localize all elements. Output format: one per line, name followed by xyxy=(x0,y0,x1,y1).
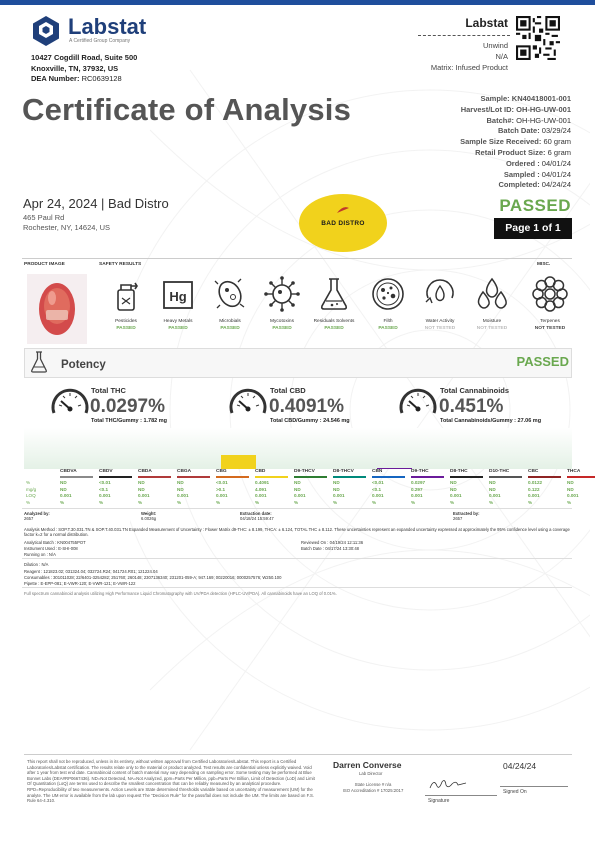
signer-role: Lab Director xyxy=(359,771,383,776)
sample-info-label: Harvest/Lot ID: xyxy=(460,104,515,114)
table-cell: 0.001 xyxy=(333,493,345,498)
table-cell: >0.1 xyxy=(216,486,226,492)
reagent: Reagent : 121823.02; 031324.04; 032724.R24; 041724.R01; 121224.04 xyxy=(24,569,158,574)
extraction-date xyxy=(240,511,274,521)
total-cbd-value: 0.4091% xyxy=(269,396,345,417)
sample-info-label: Retail Product Size: xyxy=(475,147,546,157)
overall-status: PASSED xyxy=(499,196,571,215)
table-cell: ND xyxy=(450,486,457,492)
safety-item-name: Water Activity xyxy=(425,319,455,324)
column-color-line xyxy=(216,476,249,478)
safety-item-name: Residuals Solvents xyxy=(313,319,355,324)
distributor-address xyxy=(23,213,110,233)
sample-info-label: Completed: xyxy=(498,180,540,190)
table-cell: % xyxy=(255,499,260,505)
dilution: Dilution : N/A xyxy=(24,562,49,567)
table-cell: <0.1 xyxy=(99,486,109,492)
table-cell: 0.0122 xyxy=(528,480,543,485)
table-cell: % xyxy=(528,499,533,505)
column-color-line xyxy=(333,476,366,478)
table-cell: ND xyxy=(177,486,184,492)
product-photo xyxy=(27,274,87,344)
meta-divider xyxy=(22,558,572,559)
table-row-label: LOQ xyxy=(26,493,36,498)
batch-date: Batch Date : 04/17/24 13:30:48 xyxy=(301,546,359,551)
dea-value: RC0639128 xyxy=(81,74,122,83)
table-cell: % xyxy=(489,499,494,505)
table-cell: % xyxy=(372,499,377,505)
state-license: State License # n/a xyxy=(354,782,392,787)
table-cell: ND xyxy=(333,486,340,492)
table-cell: 0.001 xyxy=(177,493,189,498)
lab-address xyxy=(31,53,137,74)
table-cell: 0.001 xyxy=(489,493,501,498)
analysis-method: Analysis Method : SOP.T.30.031.TN & SOP.T.40.031.TN Expanded Measurement of Uncertainty : Flower Matrix d9-THC: ± 8.199, THCA: ± 6.124, TOTAL THC ± 8.112. These uncertainties represent an expanded uncertainty expressed at approximately the 95% confidence level using a coverage factor k=2 for a normal distribution. xyxy=(24,527,570,538)
sample-info-row xyxy=(460,94,571,105)
signed-on-label: Signed On xyxy=(503,789,527,795)
sample-info-value: 04/01/24 xyxy=(541,169,571,179)
safety-item xyxy=(152,274,204,331)
safety-item xyxy=(524,274,576,331)
distributor-logo xyxy=(299,194,387,252)
page-indicator: Page 1 of 1 xyxy=(494,218,572,239)
total-cannabinoids-value: 0.451% xyxy=(439,396,504,417)
table-cell: ND xyxy=(60,486,67,492)
table-cell: 0.001 xyxy=(216,493,228,498)
meta-divider xyxy=(22,508,572,509)
weight-value: 6.0026g xyxy=(141,516,157,521)
safety-item-name: Heavy Metals xyxy=(163,319,193,324)
sample-info-value: 03/29/24 xyxy=(541,126,571,136)
safety-item-status: PASSED xyxy=(220,326,240,331)
consumables: Consumables : 301011028; 22/6401-3254282; 251760; 260148; 2307136340; 231201-059-A; 947.169; 00220016; 0000257576; W250.100 xyxy=(24,575,282,580)
lab-address-line1: 10427 Cogdill Road, Suite 500 xyxy=(31,53,138,62)
table-cell: <0.01 xyxy=(99,480,111,485)
table-cell: ND xyxy=(177,480,184,485)
table-cell: ND xyxy=(489,480,496,485)
meta-divider xyxy=(22,587,572,588)
cannabinoid-bars xyxy=(24,428,572,469)
terpene-flower-icon xyxy=(530,274,570,314)
safety-item xyxy=(308,274,360,331)
column-header: D10-THC xyxy=(489,469,510,474)
table-cell: ND xyxy=(567,480,574,485)
column-header: CBG xyxy=(216,469,227,474)
column-header: CBDA xyxy=(138,469,152,474)
table-cell: 0.4091 xyxy=(255,480,270,485)
table-cell: <0.01 xyxy=(372,480,384,485)
cannabinoid-bar xyxy=(221,455,256,469)
total-thc-value: 0.0297% xyxy=(90,396,166,417)
lab-brand-name: Labstat xyxy=(68,14,147,39)
safety-item-name: Moisture xyxy=(482,319,502,324)
table-cell: ND xyxy=(138,480,145,485)
sample-info-value: OH-HG-UW-001 xyxy=(516,104,571,114)
lab-address-line2: Knoxville, TN, 37932, US xyxy=(31,63,119,73)
safety-item-status: PASSED xyxy=(378,326,398,331)
client-matrix: Matrix: Infused Product xyxy=(430,63,508,72)
heavy-metals-icon xyxy=(158,274,198,314)
safety-item-status: NOT TESTED xyxy=(534,326,566,331)
table-row-label: % xyxy=(26,480,31,485)
safety-item-status: PASSED xyxy=(168,326,188,331)
safety-item xyxy=(256,274,308,331)
sample-info-row xyxy=(460,105,571,116)
table-cell: ND xyxy=(450,480,457,485)
safety-item xyxy=(204,274,256,331)
sample-info-label: Sample Size Received: xyxy=(460,137,542,147)
gauge-icon xyxy=(228,385,268,419)
svg-text:Hg: Hg xyxy=(169,289,187,304)
running-on: Running on : N/A xyxy=(24,552,56,557)
water-activity-icon xyxy=(420,274,460,314)
column-header: D9-THC xyxy=(411,469,429,474)
bar-band xyxy=(24,428,572,469)
petri-dish-icon xyxy=(368,274,408,314)
dea-number xyxy=(31,74,122,83)
column-color-line xyxy=(255,476,288,478)
method-note: Full spectrum cannabinoid analysis utilizing High Performance Liquid Chromatography with UV/PDA detection (HPLC-UV/PDA). All cannabinoids have an LOQ of 0.01%. xyxy=(24,591,337,596)
qr-code-icon[interactable] xyxy=(516,16,560,60)
spray-bottle-icon xyxy=(106,274,146,314)
reviewed-on: Reviewed On : 04/19/24 12:11:36 xyxy=(301,540,364,545)
client-divider xyxy=(418,35,510,36)
table-cell: 0.0297 xyxy=(411,480,426,485)
signed-date: 04/24/24 xyxy=(503,761,537,771)
safety-item xyxy=(362,274,414,331)
potency-title: Potency xyxy=(61,359,106,371)
table-cell: % xyxy=(177,499,182,505)
safety-item xyxy=(100,274,152,331)
disclaimer: This report shall not be reproduced, unless in its entirety, without written approval from Certified Laboratories/Labstat. This report is a Certified Laboratories/Labstat certification. The results relate only to the material or product analyzed. Test results are confidential unless explicitly waived. Void after 1 year from test end date. Cannabinoid content of batch material may vary depending on sampling error. Some testing may be performed at Blue Bonnet Labs (DEA#RP0667436). ND=Not Detected, NA=Not Analyzed, ppm=Parts Per Million, ppb=Parts Per Billion, Limit of Detection (LoD) and Limit Of Quantitation (LoQ) are terms used to describe the smallest concentration that can be reliably measured by an analytical procedure. RPD=Reproducibility of two measurements. Action Levels are State determined thresholds variable based on uncertainty of measurement (UM) for the analyte. The UM error is available from the lab upon request The "Decision Rule" for the pass/fail does not include the UM. The limits are based on F.S. Rule 64-4.310. xyxy=(27,759,315,804)
table-cell: % xyxy=(333,499,338,505)
total-thc-per-gummy: Total THC/Gummy : 1.782 mg xyxy=(91,418,167,424)
sample-info-row xyxy=(460,170,571,181)
gauge-icon xyxy=(50,385,90,419)
table-cell: 0.001 xyxy=(411,493,423,498)
analyzed-by xyxy=(24,511,50,521)
table-cell: % xyxy=(294,499,299,505)
sample-info-label: Batch#: xyxy=(486,115,515,125)
column-color-line xyxy=(138,476,171,478)
table-cell: 0.001 xyxy=(99,493,111,498)
extracted-by xyxy=(453,511,480,521)
table-cell: 0.001 xyxy=(60,493,72,498)
table-cell: % xyxy=(99,499,104,505)
signed-on-line xyxy=(500,786,568,787)
sample-info-value: KN40418001-001 xyxy=(511,94,571,103)
signature-label: Signature xyxy=(428,798,450,804)
potency-header xyxy=(24,348,572,378)
client-name: Labstat xyxy=(465,16,508,30)
labstat-logo-icon xyxy=(30,14,62,46)
instrument-used: Instrument Used : E-SHI-008 xyxy=(24,546,78,551)
virus-icon xyxy=(262,274,302,314)
dea-label: DEA Number: xyxy=(31,74,80,83)
table-cell: 0.001 xyxy=(450,493,462,498)
table-row-label: mg/g xyxy=(26,486,37,492)
table-cell: ND xyxy=(138,486,145,492)
document-title: Certificate of Analysis xyxy=(22,92,352,127)
table-cell: % xyxy=(138,499,143,505)
sample-info-value: OH-HG-UW-001 xyxy=(516,115,571,125)
flask-icon xyxy=(30,350,48,374)
table-cell: 0.001 xyxy=(567,493,579,498)
distributor-address-line1: 465 Paul Rd xyxy=(23,213,65,222)
table-cell: 0.001 xyxy=(138,493,150,498)
table-cell: % xyxy=(60,499,65,505)
safety-item-status: PASSED xyxy=(116,326,136,331)
table-cell: % xyxy=(411,499,416,505)
safety-item xyxy=(466,274,518,331)
extracted-by-value: 2657 xyxy=(453,516,463,521)
safety-item-name: Pesticides xyxy=(115,319,137,324)
column-color-line xyxy=(99,476,132,478)
column-color-line xyxy=(60,476,93,478)
total-thc-label: Total THC xyxy=(91,386,126,395)
column-header: CBGA xyxy=(177,469,192,474)
table-cell: <0.01 xyxy=(216,480,228,485)
section-divider xyxy=(22,258,572,259)
sample-info-row xyxy=(460,159,571,170)
column-color-line xyxy=(372,476,405,478)
column-color-line xyxy=(489,476,522,478)
column-header: CBDV xyxy=(99,469,113,474)
extracted-by-label: Extracted by: xyxy=(453,511,480,516)
safety-item-status: PASSED xyxy=(324,326,344,331)
total-cannabinoids-per-gummy: Total Cannabinoids/Gummy : 27.06 mg xyxy=(440,418,542,424)
leaf-icon xyxy=(337,207,349,214)
lab-tagline: A Certified Group Company xyxy=(69,38,131,44)
table-cell: ND xyxy=(60,480,67,485)
column-header: CBN xyxy=(372,469,383,474)
signature-scribble xyxy=(428,776,468,792)
table-cell: ND xyxy=(489,486,496,492)
footer-divider xyxy=(24,754,572,755)
analyzed-by-label: Analyzed by: xyxy=(24,511,50,516)
table-cell: ND xyxy=(567,486,574,492)
top-accent-bar xyxy=(0,0,595,5)
analytical-batch: Analytical Batch : KN004755POT xyxy=(24,540,86,545)
column-header: D8-THCV xyxy=(333,469,354,474)
gauge-icon xyxy=(398,385,438,419)
extraction-date-value: 04/18/24 15:59:47 xyxy=(240,516,274,521)
column-header: CBDVA xyxy=(60,469,77,474)
report-date-distributor: Apr 24, 2024 | Bad Distro xyxy=(23,196,169,211)
total-cannabinoids-label: Total Cannabinoids xyxy=(440,386,510,395)
product-image-label: PRODUCT IMAGE xyxy=(24,262,65,267)
weight-label: Weight: xyxy=(141,511,157,516)
weight xyxy=(141,511,156,521)
sample-info-row xyxy=(460,180,571,191)
column-color-line xyxy=(177,476,210,478)
table-cell: 0.001 xyxy=(528,493,540,498)
sample-info xyxy=(460,94,571,191)
sample-info-value: 6 gram xyxy=(547,147,571,157)
signer-license xyxy=(333,782,413,793)
table-cell: 4.091 xyxy=(255,486,267,492)
table-cell: 0.001 xyxy=(255,493,267,498)
sample-info-label: Sampled : xyxy=(503,169,540,179)
iso-accreditation: ISO Accreditation # 17025:2017 xyxy=(342,787,404,793)
sample-info-value: 04/01/24 xyxy=(541,158,571,168)
sample-info-value: 60 gram xyxy=(543,137,571,147)
sample-info-value: 04/24/24 xyxy=(541,180,571,190)
table-cell: % xyxy=(450,499,455,505)
pipette: Pipette : E-EPP-081; E-VWR-120; E-VWR-121; E-VWR-122 xyxy=(24,581,136,586)
table-cell: ND xyxy=(333,480,340,485)
safety-item-name: Terpenes xyxy=(540,319,560,324)
table-cell: % xyxy=(567,499,572,505)
column-color-line xyxy=(528,476,561,478)
potency-status: PASSED xyxy=(516,354,569,369)
sample-info-row xyxy=(460,116,571,127)
table-cell: 0.297 xyxy=(411,486,423,492)
flask-icon xyxy=(314,274,354,314)
safety-item-name: Mycotoxins xyxy=(270,319,294,324)
table-cell: ND xyxy=(294,486,301,492)
safety-item-status: NOT TESTED xyxy=(424,326,456,331)
table-cell: 0.122 xyxy=(528,486,540,492)
client-product: Unwind xyxy=(482,41,508,50)
microbe-icon xyxy=(210,274,250,314)
column-header: D9-THCV xyxy=(294,469,315,474)
column-header: CBC xyxy=(528,469,539,474)
table-cell: % xyxy=(216,499,221,505)
table-cell: ND xyxy=(294,480,301,485)
client-strain: N/A xyxy=(495,52,508,61)
column-color-line xyxy=(411,476,444,478)
column-color-line xyxy=(294,476,327,478)
sample-info-row xyxy=(460,137,571,148)
safety-item-status: NOT TESTED xyxy=(476,326,508,331)
signature-line xyxy=(425,795,497,796)
analyzed-by-value: 2657 xyxy=(24,516,34,521)
column-color-line xyxy=(450,476,483,478)
table-cell: 0.001 xyxy=(372,493,384,498)
distributor-address-line2: Rochester, NY, 14624, US xyxy=(23,223,110,232)
total-cbd-label: Total CBD xyxy=(270,386,306,395)
total-cbd-per-gummy: Total CBD/Gummy : 24.546 mg xyxy=(270,418,350,424)
safety-item-name: Microbials xyxy=(219,319,241,324)
safety-results xyxy=(100,274,570,344)
sample-info-row xyxy=(460,148,571,159)
client-details xyxy=(431,40,508,73)
droplets-icon xyxy=(472,274,512,314)
safety-results-label: SAFETY RESULTS xyxy=(99,262,142,267)
table-cell: 0.001 xyxy=(294,493,306,498)
sample-info-label: Batch Date: xyxy=(498,126,540,136)
safety-item-status: PASSED xyxy=(272,326,292,331)
safety-item xyxy=(414,274,466,331)
safety-item-name: Filth xyxy=(383,319,393,324)
column-color-line xyxy=(567,476,595,478)
sample-info-label: Ordered : xyxy=(505,158,540,168)
column-header: CBD xyxy=(255,469,266,474)
sample-info-label: Sample: xyxy=(480,94,510,103)
sample-info-row xyxy=(460,126,571,137)
extraction-date-label: Extraction date: xyxy=(240,511,272,516)
misc-label: MISC. xyxy=(537,262,551,267)
column-header: THCA xyxy=(567,469,581,474)
column-header: D8-THC xyxy=(450,469,468,474)
distributor-logo-text: BAD DISTRO xyxy=(321,220,365,227)
table-row-label: % xyxy=(26,499,31,505)
table-cell: <0.1 xyxy=(372,486,382,492)
signer-name: Darren Converse xyxy=(333,760,402,770)
